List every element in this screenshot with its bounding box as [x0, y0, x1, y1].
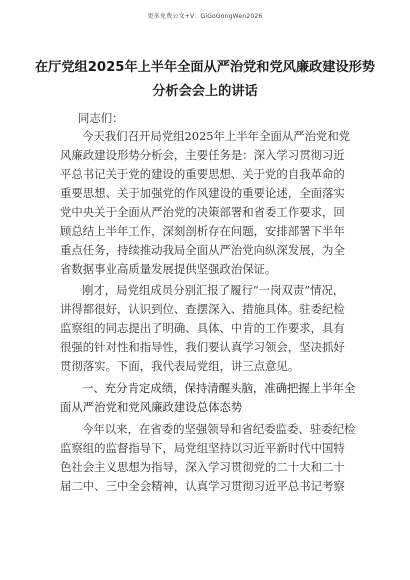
- body-line: 很强的针对性和指导性，我们要认真学习领会，坚决抓好: [60, 340, 345, 354]
- body-line: 监察组的监督指导下，局党组坚持以习近平新时代中国特: [60, 441, 345, 455]
- body-line: 党中央关于全面从严治党的决策部署和省委工作要求，回: [60, 205, 345, 219]
- body-line: 监察组的同志提出了明确、具体、中肯的工作要求，具有: [60, 321, 345, 335]
- body-line: 刚才，局党组成员分别汇报了履行“一岗双责”情况，: [82, 283, 345, 297]
- watermark-text: 更多免费公文+V：GiGoGongWen2026: [147, 13, 263, 20]
- body-line: 讲得都很好，认识到位、查摆深入、措施具体。驻委纪检: [60, 302, 345, 316]
- section-heading-line: 一、充分肯定成绩，保持清醒头脑，准确把握上半年全: [82, 381, 356, 395]
- body-line: 今年以来，在省委的坚强领导和省纪委监委、驻委纪检: [82, 422, 356, 436]
- body-line: 色社会主义思想为指导，深入学习贯彻党的二十大和二十: [60, 460, 345, 474]
- body-line: 重点任务，持续推动我局全面从严治党向纵深发展，为全: [60, 243, 345, 257]
- body-line: 贯彻落实。下面，我代表局党组，讲三点意见。: [60, 359, 300, 373]
- body-line: 今天我们召开局党组2025年上半年全面从严治党和党: [82, 129, 351, 143]
- greeting: 同志们：: [78, 111, 124, 125]
- body-line: 平总书记关于党的建设的重要思想、关于党的自我革命的: [60, 167, 345, 181]
- section-heading-line: 面从严治党和党风廉政建设总体态势: [60, 400, 243, 414]
- body-line: 重要思想、关于加强党的作风建设的重要论述，全面落实: [60, 186, 345, 200]
- body-line: 顾总结上半年工作，深刻剖析存在问题，安排部署下半年: [60, 224, 345, 238]
- body-line: 风廉政建设形势分析会，主要任务是：深入学习贯彻习近: [60, 148, 345, 162]
- body-line: 届二中、三中全会精神，认真学习贯彻习近平总书记考察: [60, 479, 345, 493]
- document-title-line-1: 在厅党组2025年上半年全面从严治党和党风廉政建设形势: [34, 60, 375, 75]
- body-line: 省数据事业高质量发展提供坚强政治保证。: [60, 262, 277, 276]
- document-title-line-2: 分析会会上的讲话: [152, 84, 258, 99]
